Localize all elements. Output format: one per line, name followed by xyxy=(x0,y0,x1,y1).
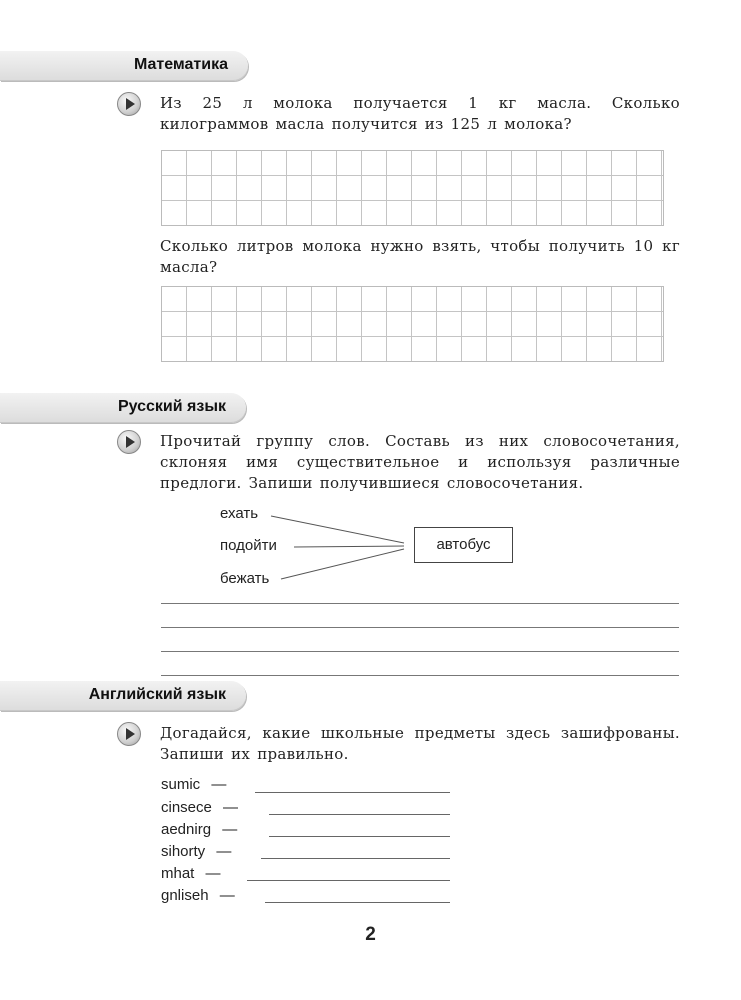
verb-word: ехать xyxy=(220,505,259,522)
scrambled-word: cinsece xyxy=(161,799,212,816)
scrambled-word: mhat xyxy=(161,865,195,882)
answer-line[interactable] xyxy=(261,858,450,859)
answer-line[interactable] xyxy=(269,814,450,815)
dash: — xyxy=(223,799,239,816)
dash: — xyxy=(222,821,238,838)
writing-line[interactable] xyxy=(161,603,679,604)
writing-line[interactable] xyxy=(161,651,679,652)
scrambled-word: aednirg xyxy=(161,821,212,838)
answer-line[interactable] xyxy=(247,880,450,881)
dash: — xyxy=(211,776,227,793)
dash: — xyxy=(216,843,232,860)
english-task-text: Догадайся, какие школьные предметы здесь зашифрованы. Запиши их правильно. xyxy=(160,724,680,763)
math-task-text: Из 25 л молока получается 1 кг масла. Сколько килограммов масла получится из 125 л молока? xyxy=(160,94,680,133)
scrambled-word: gnliseh xyxy=(161,887,209,904)
noun-box: автобус xyxy=(414,527,513,563)
answer-line[interactable] xyxy=(265,902,450,903)
verb-word: подойти xyxy=(220,537,277,554)
dash: — xyxy=(205,865,221,882)
writing-line[interactable] xyxy=(161,675,679,676)
verb-word: бежать xyxy=(220,570,270,587)
scrambled-word-row xyxy=(161,821,237,841)
play-icon[interactable] xyxy=(117,722,141,746)
scrambled-word-row xyxy=(161,799,238,819)
page-number: 2 xyxy=(365,924,376,945)
scrambled-word-row xyxy=(161,776,226,796)
russian-task-text: Прочитай группу слов. Составь из них словосочетания, склоняя имя существительное и используя различные предлоги. Запиши получившиеся словосочетания. xyxy=(160,432,680,492)
math-task-text-2: Сколько литров молока нужно взять, чтобы получить 10 кг масла? xyxy=(160,237,680,276)
scrambled-word: sumic xyxy=(161,776,201,793)
scrambled-word-row xyxy=(161,843,231,863)
section-title-english: Английский язык xyxy=(88,686,226,703)
answer-line[interactable] xyxy=(269,836,450,837)
scrambled-word: sihorty xyxy=(161,843,206,860)
dash: — xyxy=(219,887,235,904)
writing-line[interactable] xyxy=(161,627,679,628)
answer-line[interactable] xyxy=(255,792,450,793)
section-title-russian: Русский язык xyxy=(117,398,226,415)
section-tab-english xyxy=(0,681,246,711)
scrambled-word-row xyxy=(161,887,235,907)
section-title-math: Математика xyxy=(133,56,228,73)
scrambled-word-row xyxy=(161,865,221,885)
